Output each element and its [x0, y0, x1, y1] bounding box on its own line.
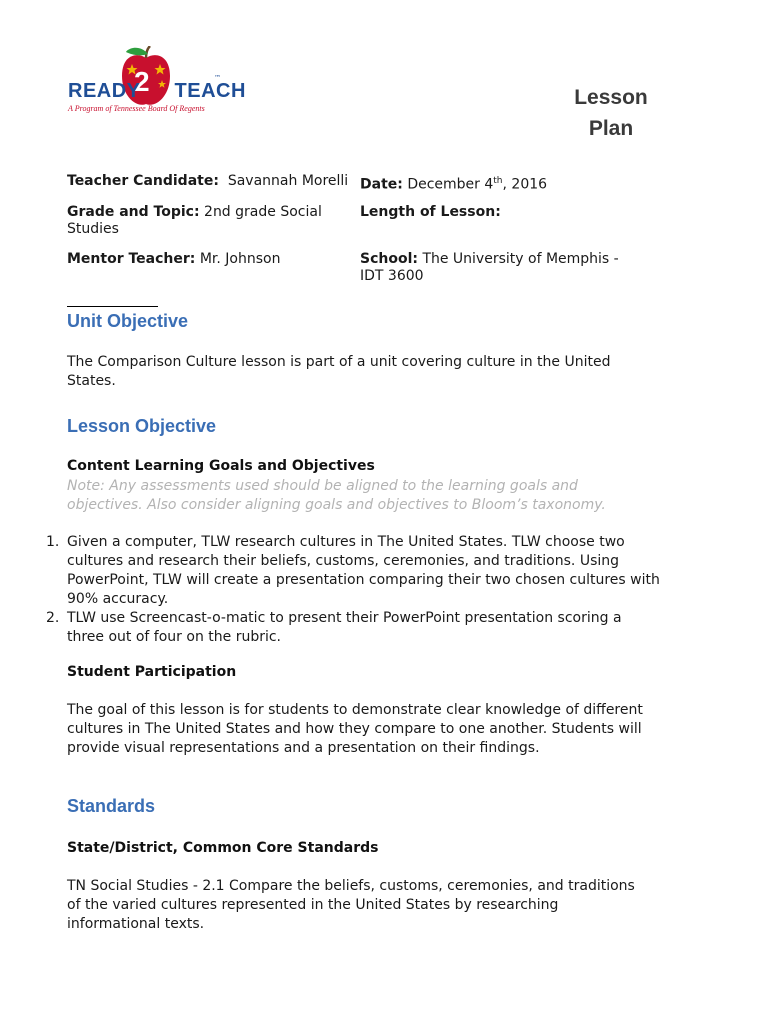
lesson-objective-heading: Lesson Objective [67, 416, 217, 436]
standards-text: TN Social Studies - 2.1 Compare the beliefs, customs, ceremonies, and traditions of the varied cultures represented in the United States by researching informational texts. [67, 878, 635, 932]
logo-wordmark: READY TEACH [68, 80, 246, 102]
student-participation-text: The goal of this lesson is for students to demonstrate clear knowledge of different cultures in The United States and how they compare to one another. Students will provide visual representations and a presentation on their findings. [67, 702, 643, 756]
student-participation-subheading: Student Participation [67, 664, 237, 680]
objectives-list [40, 533, 660, 647]
separator-rule [67, 306, 158, 307]
title-line-1: Lesson [574, 86, 648, 109]
title-line-2: Plan [588, 117, 634, 140]
ready2teach-logo [64, 44, 246, 120]
assessment-note: Note: Any assessments used should be aligned to the learning goals and objectives. Also consider aligning goals and objectives to Bloom’s taxonomy. [67, 478, 606, 513]
standards-heading: Standards [67, 796, 156, 816]
school-field: School: The University of Memphis - IDT 3600 [360, 251, 619, 284]
length-of-lesson-field: Length of Lesson: [360, 204, 501, 220]
logo-two: 2 [134, 66, 150, 97]
unit-objective-heading: Unit Objective [67, 311, 189, 331]
document-title [556, 82, 666, 144]
logo-tagline: A Program of Tennessee Board Of Regents [68, 104, 205, 113]
date-field: Date: December 4th, 2016 [360, 176, 548, 193]
unit-objective-text: The Comparison Culture lesson is part of a unit covering culture in the United States. [67, 354, 611, 389]
mentor-teacher-field: Mentor Teacher: Mr. Johnson [67, 251, 281, 267]
list-item: 2. TLW use Screencast-o-matic to present their PowerPoint presentation scoring a three out of four on the rubric. [46, 610, 622, 645]
trademark-mark: ™ [214, 74, 221, 82]
teacher-candidate-field: Teacher Candidate: Savannah Morelli [67, 173, 349, 189]
state-standards-subheading: State/District, Common Core Standards [67, 840, 379, 856]
list-item: 1. Given a computer, TLW research cultures in The United States. TLW choose two cultures and research their beliefs, customs, ceremonies, and traditions. Using PowerPoint, TLW will create a presentation comparing their two chosen cultures with 90% accuracy. [46, 534, 660, 607]
grade-topic-field: Grade and Topic: 2nd grade Social Studies [67, 204, 322, 237]
content-goals-subheading: Content Learning Goals and Objectives [67, 458, 375, 474]
